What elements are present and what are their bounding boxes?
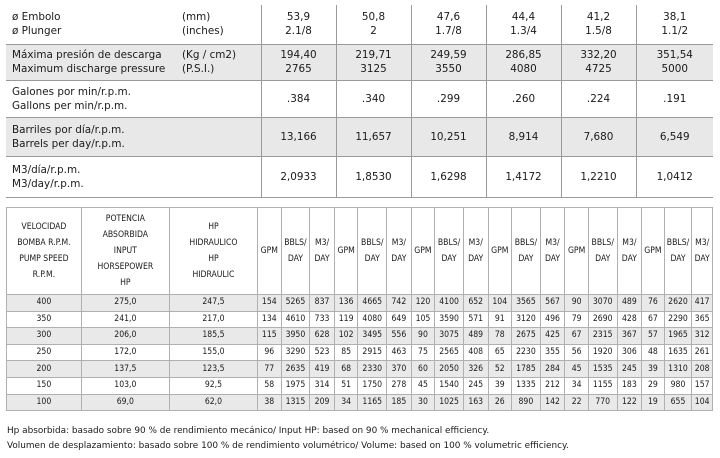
pressure-cell <box>336 44 411 80</box>
table-row <box>7 344 713 361</box>
gpm-cell: 76 <box>642 295 665 312</box>
gpm-cell: 19 <box>642 394 665 411</box>
m3-cell: 733 <box>310 311 335 328</box>
bbls-cell: 3495 <box>358 328 387 345</box>
barrels-row <box>6 117 713 156</box>
gpm-cell: 65 <box>488 344 512 361</box>
gpm-header: GPM <box>411 208 435 295</box>
bbls-cell: 1535 <box>588 361 617 378</box>
bbls-cell: 2675 <box>512 328 541 345</box>
pressure-psi: 2765 <box>285 63 312 75</box>
gallons-value: .384 <box>261 80 336 117</box>
m3-value: 1,8530 <box>336 156 411 197</box>
gpm-cell: 60 <box>411 361 435 378</box>
pressure-psi: 3550 <box>435 63 462 75</box>
bore-cell <box>411 5 486 44</box>
m3-cell: 245 <box>463 377 488 394</box>
gpm-header: GPM <box>488 208 512 295</box>
pressure-kg: 286,85 <box>505 49 542 61</box>
bbls-cell: 1540 <box>435 377 464 394</box>
input-hp-cell: 69,0 <box>81 394 169 411</box>
m3-cell: 652 <box>463 295 488 312</box>
gpm-cell: 96 <box>258 344 282 361</box>
m3-header-line: DAY <box>694 254 710 264</box>
m3-header-line: M3/ <box>545 238 560 248</box>
bore-in: 1.5/8 <box>585 25 612 38</box>
bore-cell <box>561 5 636 44</box>
m3-cell: 742 <box>387 295 412 312</box>
gpm-cell: 51 <box>334 377 358 394</box>
m3-cell: 355 <box>540 344 565 361</box>
m3-cell: 209 <box>310 394 335 411</box>
gpm-cell: 91 <box>488 311 512 328</box>
hydraulic-hp-cell: 62,0 <box>169 394 257 411</box>
bbls-header-line: DAY <box>364 254 380 264</box>
bbls-cell: 1155 <box>588 377 617 394</box>
pressure-cell <box>486 44 561 80</box>
performance-table <box>6 207 713 411</box>
gpm-cell: 119 <box>334 311 358 328</box>
bbls-header <box>588 208 617 295</box>
bore-cell <box>336 5 411 44</box>
bbls-header-line: DAY <box>670 254 686 264</box>
rpm-cell: 300 <box>7 328 82 345</box>
m3-label <box>6 156 261 197</box>
m3-cell: 163 <box>463 394 488 411</box>
m3-cell: 649 <box>387 311 412 328</box>
m3-cell: 312 <box>692 328 713 345</box>
barrels-label <box>6 117 261 156</box>
m3-cell: 408 <box>463 344 488 361</box>
bbls-cell: 2050 <box>435 361 464 378</box>
bore-cell <box>636 5 713 44</box>
bore-units <box>176 5 261 44</box>
absorbed-header-line: ABSORBIDA <box>102 230 149 240</box>
absorbed-header-line: POTENCIA <box>105 214 145 224</box>
gpm-cell: 79 <box>565 311 589 328</box>
m3-header-line: DAY <box>621 254 637 264</box>
bbls-header-line: BBLS/ <box>591 238 614 248</box>
bbls-cell: 2635 <box>281 361 310 378</box>
gpm-cell: 45 <box>565 361 589 378</box>
gpm-cell: 67 <box>565 328 589 345</box>
pressure-unit-psi: (P.S.I.) <box>182 63 215 75</box>
pressure-psi: 4725 <box>585 63 612 75</box>
bbls-cell: 2565 <box>435 344 464 361</box>
table-row <box>7 361 713 378</box>
bbls-header <box>664 208 692 295</box>
pressure-units <box>176 44 261 80</box>
m3-cell: 157 <box>692 377 713 394</box>
m3-cell: 142 <box>540 394 565 411</box>
gpm-cell: 75 <box>411 344 435 361</box>
m3-cell: 122 <box>617 394 642 411</box>
bbls-cell: 4100 <box>435 295 464 312</box>
bbls-header <box>358 208 387 295</box>
bbls-cell: 1965 <box>664 328 692 345</box>
bbls-header-line: BBLS/ <box>284 238 307 248</box>
gallons-label <box>6 80 261 117</box>
input-hp-cell: 206,0 <box>81 328 169 345</box>
input-hp-cell: 241,0 <box>81 311 169 328</box>
bbls-cell: 1975 <box>281 377 310 394</box>
gpm-cell: 105 <box>411 311 435 328</box>
m3-cell: 567 <box>540 295 565 312</box>
pressure-cell <box>411 44 486 80</box>
bbls-cell: 3070 <box>588 295 617 312</box>
bbls-cell: 1335 <box>512 377 541 394</box>
barrels-value: 10,251 <box>411 117 486 156</box>
gpm-header: GPM <box>258 208 282 295</box>
bbls-cell: 1920 <box>588 344 617 361</box>
bbls-cell: 890 <box>512 394 541 411</box>
gallons-value: .191 <box>636 80 713 117</box>
m3-value: 2,0933 <box>261 156 336 197</box>
m3-cell: 463 <box>387 344 412 361</box>
hydraulic-header-line: HP <box>208 222 219 232</box>
m3-cell: 428 <box>617 311 642 328</box>
m3-cell: 370 <box>387 361 412 378</box>
pressure-kg: 249,59 <box>430 49 467 61</box>
pressure-label-en: Maximum discharge pressure <box>12 63 166 75</box>
absorbed-hp-header <box>81 208 169 295</box>
bbls-cell: 1315 <box>281 394 310 411</box>
barrels-value: 8,914 <box>486 117 561 156</box>
hydraulic-header-line: HIDRAULIC <box>192 270 235 280</box>
m3-header-line: DAY <box>391 254 407 264</box>
hydraulic-header-line: HIDRAULICO <box>189 238 238 248</box>
hydraulic-header-line: HP <box>208 254 219 264</box>
bore-mm: 50,8 <box>361 11 386 24</box>
speed-header-line: VELOCIDAD <box>21 222 67 232</box>
gpm-cell: 34 <box>565 377 589 394</box>
gpm-cell: 136 <box>334 295 358 312</box>
speed-header-line: R.P.M. <box>32 270 56 280</box>
pressure-row <box>6 44 713 80</box>
m3-label-en: M3/day/r.p.m. <box>12 177 84 190</box>
bbls-cell: 3565 <box>512 295 541 312</box>
gpm-cell: 102 <box>334 328 358 345</box>
m3-header <box>617 208 642 295</box>
m3-cell: 571 <box>463 311 488 328</box>
m3-cell: 523 <box>310 344 335 361</box>
m3-header-line: M3/ <box>314 238 330 248</box>
rpm-cell: 100 <box>7 394 82 411</box>
pressure-psi: 4080 <box>510 63 537 75</box>
rpm-cell: 350 <box>7 311 82 328</box>
bbls-cell: 1750 <box>358 377 387 394</box>
bore-mm: 41,2 <box>586 11 611 24</box>
hydraulic-hp-cell: 155,0 <box>169 344 257 361</box>
bbls-cell: 4080 <box>358 311 387 328</box>
performance-body <box>7 295 713 411</box>
m3-cell: 628 <box>310 328 335 345</box>
absorbed-header-line: HP <box>120 278 131 288</box>
gpm-cell: 67 <box>642 311 665 328</box>
m3-cell: 261 <box>692 344 713 361</box>
bbls-cell: 3950 <box>281 328 310 345</box>
gpm-cell: 22 <box>565 394 589 411</box>
m3-header-line: DAY <box>468 254 484 264</box>
footnote-volume: Volumen de desplazamiento: basado sobre 100 % de rendimiento volumétrico/ Volume: based on 100 % volumetric efficiency. <box>7 441 569 451</box>
bbls-header-line: DAY <box>441 254 457 264</box>
table-row <box>7 311 713 328</box>
m3-header-line: M3/ <box>622 238 637 248</box>
gpm-cell: 39 <box>488 377 512 394</box>
m3-header <box>540 208 565 295</box>
table-row <box>7 394 713 411</box>
bore-unit-in: (inches) <box>182 25 224 38</box>
bbls-cell: 5265 <box>281 295 310 312</box>
gallons-label-en: Gallons per min/r.p.m. <box>12 99 128 112</box>
m3-cell: 314 <box>310 377 335 394</box>
m3-header <box>692 208 713 295</box>
gallons-label-es: Galones por min/r.p.m. <box>12 85 131 98</box>
input-hp-cell: 275,0 <box>81 295 169 312</box>
bbls-header-line: BBLS/ <box>437 238 461 248</box>
gallons-value: .224 <box>561 80 636 117</box>
m3-cell: 496 <box>540 311 565 328</box>
bbls-cell: 3120 <box>512 311 541 328</box>
m3-value: 1,0412 <box>636 156 713 197</box>
bbls-cell: 3290 <box>281 344 310 361</box>
m3-cell: 417 <box>692 295 713 312</box>
barrels-label-es: Barriles por día/r.p.m. <box>12 123 125 136</box>
bbls-cell: 2330 <box>358 361 387 378</box>
gpm-cell: 90 <box>411 328 435 345</box>
m3-cell: 212 <box>540 377 565 394</box>
bbls-header-line: BBLS/ <box>361 238 384 248</box>
m3-cell: 367 <box>617 328 642 345</box>
bore-mm: 44,4 <box>511 11 536 24</box>
bbls-cell: 1165 <box>358 394 387 411</box>
gpm-cell: 104 <box>488 295 512 312</box>
gpm-header: GPM <box>334 208 358 295</box>
footnotes <box>7 424 569 454</box>
table-row <box>7 328 713 345</box>
m3-cell: 365 <box>692 311 713 328</box>
m3-cell: 556 <box>387 328 412 345</box>
bbls-cell: 770 <box>588 394 617 411</box>
barrels-label-en: Barrels per day/r.p.m. <box>12 137 125 150</box>
gpm-cell: 85 <box>334 344 358 361</box>
speed-header-line: BOMBA R.P.M. <box>17 238 71 248</box>
gpm-cell: 48 <box>642 344 665 361</box>
rpm-cell: 200 <box>7 361 82 378</box>
m3-cell: 489 <box>617 295 642 312</box>
barrels-value: 13,166 <box>261 117 336 156</box>
absorbed-header-line: INPUT <box>113 246 137 256</box>
bbls-cell: 2690 <box>588 311 617 328</box>
gpm-cell: 26 <box>488 394 512 411</box>
gpm-cell: 68 <box>334 361 358 378</box>
bbls-cell: 4610 <box>281 311 310 328</box>
bore-label <box>6 5 176 44</box>
hydraulic-hp-cell: 185,5 <box>169 328 257 345</box>
m3-cell: 284 <box>540 361 565 378</box>
absorbed-header-line: HORSEPOWER <box>97 262 154 272</box>
gpm-header: GPM <box>642 208 665 295</box>
bbls-cell: 980 <box>664 377 692 394</box>
m3-cell: 326 <box>463 361 488 378</box>
bbls-cell: 2315 <box>588 328 617 345</box>
m3-cell: 419 <box>310 361 335 378</box>
rpm-cell: 400 <box>7 295 82 312</box>
gallons-value: .340 <box>336 80 411 117</box>
gpm-cell: 154 <box>258 295 282 312</box>
m3-header <box>463 208 488 295</box>
input-hp-cell: 103,0 <box>81 377 169 394</box>
pump-spec-table <box>6 5 713 198</box>
rpm-cell: 250 <box>7 344 82 361</box>
pressure-label <box>6 44 176 80</box>
hydraulic-hp-cell: 247,5 <box>169 295 257 312</box>
bore-mm: 47,6 <box>436 11 461 24</box>
bbls-header-line: DAY <box>287 254 303 264</box>
barrels-value: 7,680 <box>561 117 636 156</box>
gpm-cell: 120 <box>411 295 435 312</box>
bore-cell <box>261 5 336 44</box>
barrels-value: 11,657 <box>336 117 411 156</box>
gpm-cell: 52 <box>488 361 512 378</box>
gpm-cell: 30 <box>411 394 435 411</box>
m3-value: 1,6298 <box>411 156 486 197</box>
pressure-label-es: Máxima presión de descarga <box>12 49 162 61</box>
pressure-kg: 351,54 <box>656 49 693 61</box>
m3-header-line: DAY <box>544 254 561 264</box>
m3-header-line: DAY <box>314 254 330 264</box>
bbls-cell: 2915 <box>358 344 387 361</box>
m3-cell: 306 <box>617 344 642 361</box>
bore-row <box>6 5 713 44</box>
bore-mm: 53,9 <box>286 11 311 24</box>
gpm-cell: 77 <box>258 361 282 378</box>
bore-label-es: ø Embolo <box>12 11 61 24</box>
m3-cell: 245 <box>617 361 642 378</box>
pressure-kg: 194,40 <box>280 49 317 61</box>
m3-label-es: M3/día/r.p.m. <box>12 163 81 176</box>
bbls-cell: 655 <box>664 394 692 411</box>
pressure-cell <box>561 44 636 80</box>
bbls-cell: 1310 <box>664 361 692 378</box>
table-row <box>7 295 713 312</box>
bore-in: 1.1/2 <box>661 25 689 38</box>
bore-unit-mm: (mm) <box>182 11 211 24</box>
bbls-cell: 2230 <box>512 344 541 361</box>
performance-header <box>7 208 713 295</box>
rpm-cell: 150 <box>7 377 82 394</box>
gpm-cell: 58 <box>258 377 282 394</box>
speed-header-line: PUMP SPEED <box>19 254 69 264</box>
input-hp-cell: 137,5 <box>81 361 169 378</box>
bore-in: 2.1/8 <box>285 25 312 38</box>
m3-header-line: M3/ <box>391 238 406 248</box>
bbls-cell: 3590 <box>435 311 464 328</box>
gallons-value: .260 <box>486 80 561 117</box>
gpm-cell: 29 <box>642 377 665 394</box>
gallons-row <box>6 80 713 117</box>
bbls-cell: 2290 <box>664 311 692 328</box>
gpm-cell: 134 <box>258 311 282 328</box>
hydraulic-hp-header <box>169 208 257 295</box>
m3-cell: 425 <box>540 328 565 345</box>
bbls-header-line: BBLS/ <box>666 238 690 248</box>
gpm-cell: 90 <box>565 295 589 312</box>
speed-header <box>7 208 82 295</box>
m3-header <box>310 208 335 295</box>
bbls-cell: 1785 <box>512 361 541 378</box>
bore-label-en: ø Plunger <box>12 25 62 38</box>
pressure-psi: 3125 <box>360 63 387 75</box>
bbls-cell: 1635 <box>664 344 692 361</box>
m3-cell: 489 <box>463 328 488 345</box>
m3-cell: 278 <box>387 377 412 394</box>
hydraulic-hp-cell: 217,0 <box>169 311 257 328</box>
gallons-value: .299 <box>411 80 486 117</box>
bbls-cell: 1025 <box>435 394 464 411</box>
m3-header <box>387 208 412 295</box>
pressure-cell <box>261 44 336 80</box>
input-hp-cell: 172,0 <box>81 344 169 361</box>
m3-cell: 104 <box>692 394 713 411</box>
barrels-value: 6,549 <box>636 117 713 156</box>
gpm-header: GPM <box>565 208 589 295</box>
pressure-kg: 332,20 <box>580 49 617 61</box>
m3-row <box>6 156 713 197</box>
gpm-cell: 56 <box>565 344 589 361</box>
m3-header-line: M3/ <box>468 238 483 248</box>
bbls-header <box>281 208 310 295</box>
hydraulic-hp-cell: 123,5 <box>169 361 257 378</box>
bbls-header <box>435 208 464 295</box>
bore-in: 1.7/8 <box>435 25 462 38</box>
m3-header-line: M3/ <box>695 238 710 248</box>
bbls-cell: 3075 <box>435 328 464 345</box>
gpm-cell: 45 <box>411 377 435 394</box>
gpm-cell: 57 <box>642 328 665 345</box>
bore-cell <box>486 5 561 44</box>
table-row <box>7 377 713 394</box>
gpm-cell: 38 <box>258 394 282 411</box>
m3-cell: 183 <box>617 377 642 394</box>
m3-value: 1,2210 <box>561 156 636 197</box>
bbls-cell: 2620 <box>664 295 692 312</box>
bore-mm: 38,1 <box>663 11 687 24</box>
m3-value: 1,4172 <box>486 156 561 197</box>
bbls-cell: 4665 <box>358 295 387 312</box>
pressure-cell <box>636 44 713 80</box>
bore-in: 1.3/4 <box>510 25 537 38</box>
hydraulic-hp-cell: 92,5 <box>169 377 257 394</box>
bbls-header-line: DAY <box>595 254 611 264</box>
gpm-cell: 115 <box>258 328 282 345</box>
m3-cell: 185 <box>387 394 412 411</box>
footnote-hp: Hp absorbida: basado sobre 90 % de rendimiento mecánico/ Input HP: based on 90 % mechanical efficiency. <box>7 426 490 436</box>
pressure-unit-kg: (Kg / cm2) <box>182 49 237 61</box>
m3-cell: 837 <box>310 295 335 312</box>
pressure-psi: 5000 <box>661 63 688 75</box>
gpm-cell: 39 <box>642 361 665 378</box>
bbls-header <box>512 208 541 295</box>
bbls-header-line: BBLS/ <box>514 238 538 248</box>
bbls-header-line: DAY <box>518 254 534 264</box>
gpm-cell: 34 <box>334 394 358 411</box>
gpm-cell: 78 <box>488 328 512 345</box>
bore-in: 2 <box>370 25 377 38</box>
pressure-kg: 219,71 <box>355 49 392 61</box>
m3-cell: 208 <box>692 361 713 378</box>
